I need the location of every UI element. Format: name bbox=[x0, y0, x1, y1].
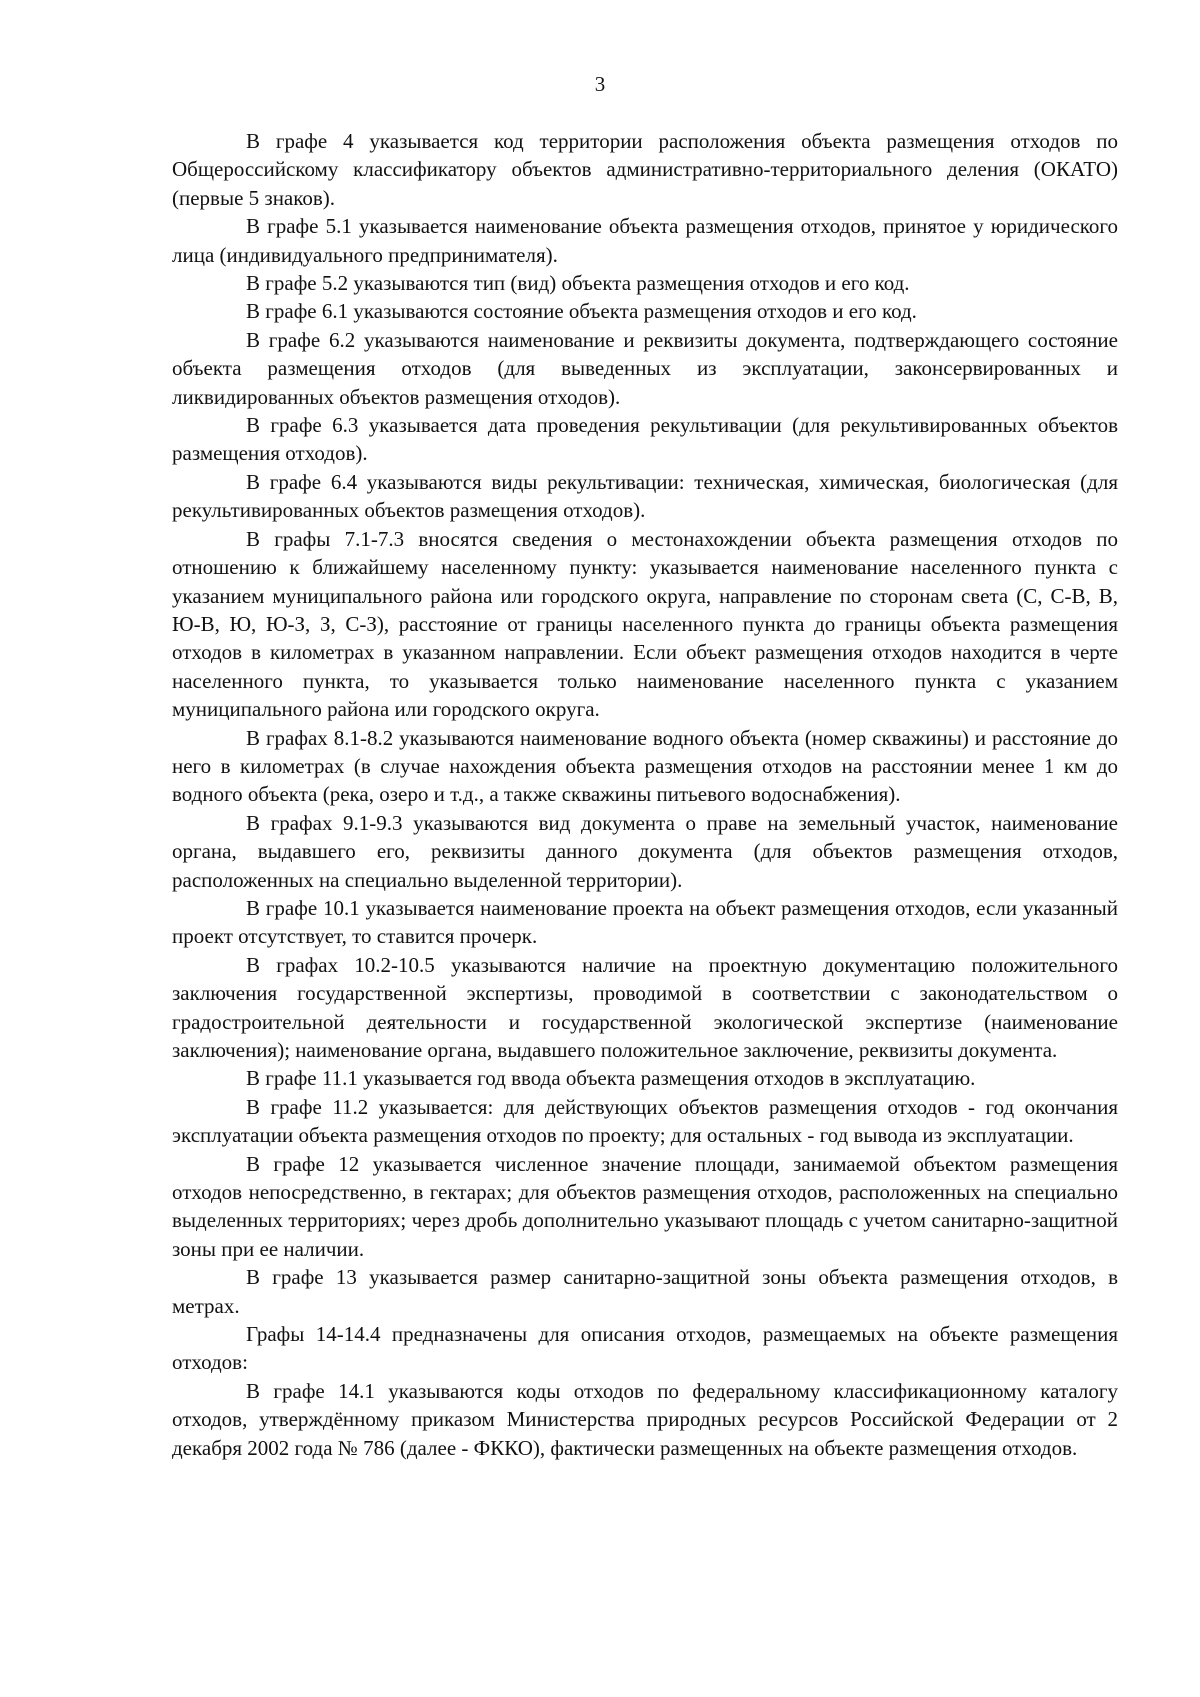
paragraph-grafy-9: В графах 9.1-9.3 указываются вид документа о праве на земельный участок, наименование органа, выдавшего его, реквизиты данного документа (для объектов размещения отходов, расположенных на специально выделенной территории). bbox=[172, 810, 1118, 892]
paragraph-grafa-10-1: В графе 10.1 указывается наименование проекта на объект размещения отходов, если указанный проект отсутствует, то ставится прочерк. bbox=[172, 895, 1118, 949]
paragraph-grafa-6-3: В графе 6.3 указывается дата проведения рекультивации (для рекультивированных объектов размещения отходов). bbox=[172, 413, 1118, 466]
paragraph-grafa-12: В графе 12 указывается численное значение площади, занимаемой объектом размещения отходов непосредственно, в гектарах; для объектов размещения отходов, расположенных на специально выделенных территориях; через дробь дополнительно указывают площадь с учетом санитарно-защитной зоны при ее наличии. bbox=[172, 1151, 1118, 1261]
paragraph-grafa-6-4: В графе 6.4 указываются виды рекультивации: техническая, химическая, биологическая (для рекультивированных объектов размещения отходов). bbox=[172, 469, 1118, 523]
paragraph-grafy-10-2-10-5: В графах 10.2-10.5 указываются наличие на проектную документацию положительного заключения государственной экспертизы, проводимой в соответствии с законодательством о градостроительной деятельности и государственной экологической экспертизе (наименование заключения); наименование органа, выдавшего положительное заключение, реквизиты документа. bbox=[172, 952, 1118, 1062]
paragraph-grafa-6-2: В графе 6.2 указываются наименование и реквизиты документа, подтверждающего состояние объекта размещения отходов (для выведенных из эксплуатации, законсервированных и ликвидированных объектов размещения отходов). bbox=[172, 327, 1118, 409]
page-number: 3 bbox=[594, 72, 606, 96]
paragraph-grafa-5-1: В графе 5.1 указывается наименование объекта размещения отходов, принятое у юридического лица (индивидуального предпринимателя). bbox=[172, 214, 1118, 267]
paragraph-grafa-5-2: В графе 5.2 указываются тип (вид) объекта размещения отходов и его код. bbox=[246, 271, 910, 296]
document-body bbox=[172, 127, 1118, 1462]
paragraph-grafa-4: В графе 4 указывается код территории расположения объекта размещения отходов по Общероссийскому классификатору объектов административно-территориального деления (ОКАТО) (первые 5 знаков). bbox=[172, 129, 1118, 210]
paragraph-grafa-13: В графе 13 указывается размер санитарно-защитной зоны объекта размещения отходов, в метрах. bbox=[172, 1265, 1118, 1318]
paragraph-grafy-7: В графы 7.1-7.3 вносятся сведения о местонахождении объекта размещения отходов по отношению к ближайшему населенному пункту: указывается наименование населенного пункта с указанием муниципального района или городского округа, направление по сторонам света (С, С-В, В, Ю-В, Ю, Ю-З, З, С-З), расстояние от границы населенного пункта до границы объекта размещения отходов в километрах в указанном направлении. Если объект размещения отходов находится в черте населенного пункта, то указывается только наименование населенного пункта с указанием муниципального района или городского округа. bbox=[172, 526, 1118, 722]
paragraph-grafa-11-1: В графе 11.1 указывается год ввода объекта размещения отходов в эксплуатацию. bbox=[246, 1066, 976, 1091]
paragraph-grafa-6-1: В графе 6.1 указываются состояние объекта размещения отходов и его код. bbox=[246, 299, 917, 324]
paragraph-grafa-14-1: В графе 14.1 указываются коды отходов по федеральному классификационному каталогу отходов, утверждённому приказом Министерства природных ресурсов Российской Федерации от 2 декабря 2002 года № 786 (далее - ФККО), фактически размещенных на объекте размещения отходов. bbox=[172, 1378, 1118, 1460]
paragraph-grafy-8: В графах 8.1-8.2 указываются наименование водного объекта (номер скважины) и расстояние до него в километрах (в случае нахождения объекта размещения отходов на расстоянии менее 1 км до водного объекта (река, озеро и т.д., а также скважины питьевого водоснабжения). bbox=[172, 725, 1118, 807]
paragraph-grafy-14: Графы 14-14.4 предназначены для описания отходов, размещаемых на объекте размещения отходов: bbox=[172, 1322, 1118, 1375]
paragraph-grafa-11-2: В графе 11.2 указывается: для действующих объектов размещения отходов - год окончания эксплуатации объекта размещения отходов по проекту; для остальных - год вывода из эксплуатации. bbox=[172, 1094, 1118, 1148]
